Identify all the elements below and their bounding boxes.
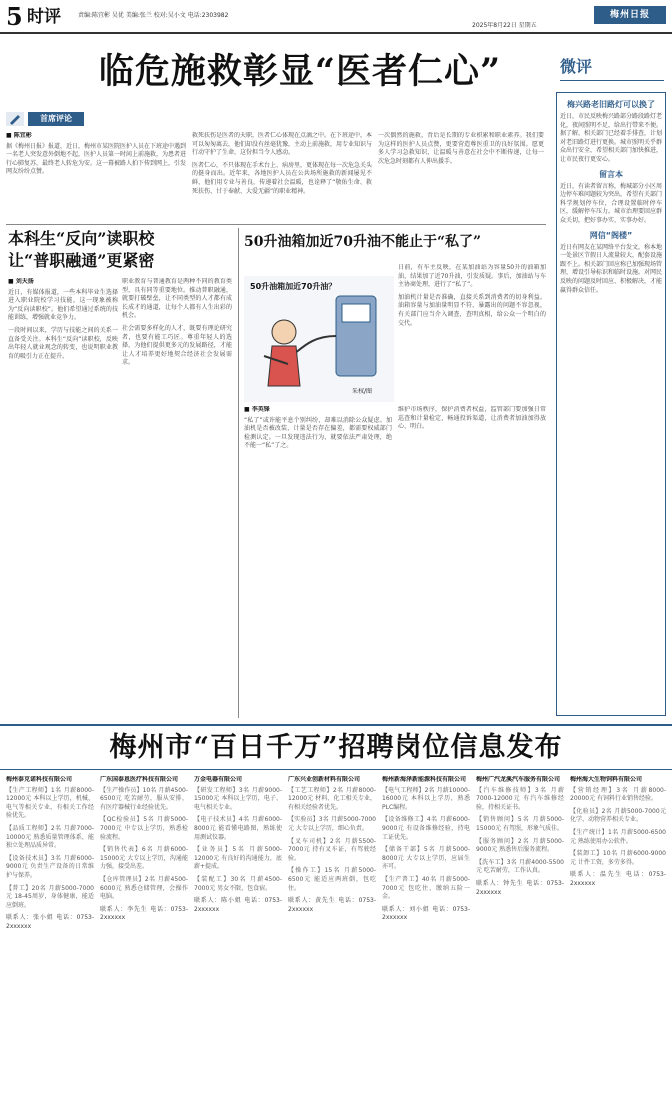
lead-article-col3 [378,132,544,220]
company-name: 万金电器有限公司 [194,776,243,783]
article2-col2 [122,278,232,718]
company-contact: 联系人：刘小姐 电话：0753-2xxxxxx [382,905,470,922]
recruit-column [382,776,470,1096]
article3-right-top [398,264,546,400]
lead-paragraph: 救死扶伤是医者的天职，医者仁心体现在点滴之中。在下班途中，本可以匆匆离去，他们却没有丝毫犹豫，主动上前施救，用专业知识与行动守护了生命，这份担当令人感动。 [192,132,372,157]
article3-byline: 李英锋 [251,406,270,413]
recruit-column [476,776,564,1096]
company-name: 梅州海大生物饲料有限公司 [570,776,643,783]
position-item: 【销售代表】6名 月薪6000-15000元 大专以上学历，沟通能力强，接受出差。 [100,846,188,871]
section-title: 时评 [27,7,61,27]
position-item: 【仓库管理员】2名 月薪4500-6000元 熟悉仓储管理，会操作电脑。 [100,875,188,901]
header-rule [0,32,672,34]
article3-col2 [398,406,546,718]
article2-title [8,228,232,272]
position-item: 【普工】20名 月薪5000-7000元 18-45周岁，身体健康，能适应倒班。 [6,884,94,909]
position-item: 【实验员】3名 月薪5000-7000元 大专以上学历，细心负责。 [288,816,376,832]
company-contact: 联系人：钟先生 电话：0753-2xxxxxx [476,879,564,896]
position-item: 【生产统计】1名 月薪5000-6500元 熟练使用办公软件。 [570,828,666,845]
company-name: 梅州广汽龙溪汽车服务有限公司 [476,776,561,783]
cartoon-illustration [244,276,394,402]
article3-title: 50升油箱加近70升油不能止于“私了” [244,234,482,250]
weiping-label: 微评 [560,57,593,76]
company-contact: 联系人：李先生 电话：0753-2xxxxxx [100,905,188,922]
recruit-column [288,776,376,1096]
company-contact: 联系人：黄先生 电话：0753-2xxxxxx [288,897,376,913]
lead-byline: 陈宜彬 [13,132,32,139]
position-item: 【电气工程师】2名 月薪10000-16000元 本科以上学历，熟悉PLC编程。 [382,786,470,811]
position-item: 【营销经理】3名 月薪8000-20000元 有饲料行业销售经验。 [570,786,666,803]
position-item: 【生产操作员】10名 月薪4500-6500元 吃苦耐劳，服从安排，有医疗器械行业经验优先。 [100,786,188,811]
cartoon-credit: 朱权/图 [352,388,373,395]
position-item: 【洗车工】3名 月薪4000-5500元 吃苦耐劳，工作认真。 [476,858,564,875]
position-item: 【品质工程师】2名 月薪7000-10000元 熟悉质量管理体系，能独立处理品质异常。 [6,824,94,850]
column-rule [238,228,239,718]
weiping-item-title: 梅兴路老旧路灯可以换了 [567,100,655,109]
article2-title-line2: 让“普职融通”更紧密 [8,251,155,270]
article2-paragraph: 社会需要多样化的人才，既要有理论研究者，也要有能工巧匠。尊重年轻人的选择，为他们提供更多元的发展路径，才能让人才培养更好地契合经济社会发展需求。 [122,324,232,367]
position-item: 【工艺工程师】2名 月薪8000-12000元 材料、化工相关专业，有相关经验者优先。 [288,786,376,811]
article2-col1: ■ 刘天扬 近日，有媒体报道，一些本科毕业生选择进入职业院校学习技能，这一现象被称为“反向读职校”。他们希望通过系统的技能训练，增强就业竞争力。 一段时间以来，学历与技能之间的关系一直备受关注。本科生“反向”读职校，反映出年轻人就业观念的转变，也说明职业教育的吸引力正在提升。 [8,278,118,360]
position-item: 【装卸工】10名 月薪6000-9000元 计件工资，多劳多得。 [570,850,666,866]
article3-paragraph: 维护市场秩序，保护消费者权益，监管部门要加强日常巡查和计量检定，畅通投诉渠道，让消费者加油加得放心、明白。 [398,406,546,431]
company-name: 梅州新海泽新能源科技有限公司 [382,776,467,783]
article3-paragraph: “私了”或许能平息个别纠纷，却难以消除公众疑虑。加油机是否被改装、计量是否存在偏差，都需要权威部门检测认定。一旦发现违法行为，就要依法严肃处理，绝不能一“私”了之。 [244,416,392,450]
article2-paragraph: 近日，有媒体报道，一些本科毕业生选择进入职业院校学习技能，这一现象被称为“反向读职校”。他们希望通过系统的技能训练，增强就业竞争力。 [8,288,118,322]
company-contact: 联系人：温先生 电话：0753-2xxxxxx [570,871,666,887]
position-item: 【研发工程师】3名 月薪9000-15000元 本科以上学历，电子、电气相关专业。 [194,786,282,811]
company-name: 广东国泰恩医疗科技有限公司 [100,776,179,783]
recruit-column [6,776,94,1096]
position-item: 【业务员】5名 月薪5000-12000元 有良好的沟通能力，底薪+提成。 [194,846,282,871]
weiping-header [560,56,664,90]
article2-paragraph: 职业教育与普通教育是两种不同的教育类型，具有同等重要地位。推动普职融通，就要打破壁垒，让不同类型的人才都有成长成才的通道，让每个人都有人生出彩的机会。 [122,278,232,320]
weiping-item-title: 留言本 [599,169,623,179]
article2-title-line1: 本科生“反向”读职校 [8,229,155,248]
company-name: 梅州泰克诺科技有限公司 [6,776,73,783]
weiping-item-body: 近日，市民反映梅兴路部分路段路灯老化，夜间照明不足，给出行带来不便。据了解，相关部门已经着手排查，计划对老旧路灯进行更换。城市照明关乎群众出行安全，希望相关部门加快推进，让市民夜行更安心。 [560,113,663,163]
lead-paragraph: 医者仁心，不只体现在手术台上、病房里，更体现在每一次危急关头的挺身而出。近年来，各地医护人员在公共场所施救的新闻屡见不鲜，他们用专业与善良，传递着社会温暖，也诠释了“敬佑生命、救死扶伤、甘于奉献、大爱无疆”的职业精神。 [192,161,372,195]
recruit-column [100,776,188,1096]
column-label: 首席评论 [28,112,84,126]
recruit-column [570,776,666,1096]
article2-byline: 刘天扬 [15,278,34,285]
position-item: 【生产普工】40名 月薪5000-7000元 包吃住，缴纳五险一金。 [382,875,470,901]
position-item: 【QC检验员】5名 月薪5000-7000元 中专以上学历，熟悉检验流程。 [100,816,188,841]
company-contact: 联系人：陈小姐 电话：0753-2xxxxxx [194,897,282,913]
article3-col1: ■ 李英锋 “私了”或许能平息个别纠纷，却难以消除公众疑虑。加油机是否被改装、计量是否存在偏差，都需要权威部门检测认定。一旦发现违法行为，就要依法严肃处理，绝不能一“私”了之。 [244,406,392,450]
article3-paragraph: 加油机计量是否准确，直接关系到消费者的切身利益。油箱容量与加油量明显不符，暴露出的问题不容忽视，有关部门应当介入调查，查明真相，给公众一个明白的交代。 [398,293,546,327]
weiping-item-body: 近日有网友在某网络平台发文，称本地一处景区节假日人流量较大，配套设施跟不上。相关部门回应称已加强现场管理，增设引导标识和临时设施。对网民反映的问题及时回应、积极解决，才能赢得群众信任。 [560,243,663,294]
position-item: 【销售顾问】5名 月薪5000-15000元 有驾照，形象气质佳。 [476,816,564,832]
weiping-sidebar [556,92,666,716]
position-item: 【设备技术员】3名 月薪6000-9000元 负责生产设备的日常维护与保养。 [6,854,94,879]
position-item: 【储备干部】5名 月薪5000-8000元 大专以上学历，应届生亦可。 [382,846,470,871]
pen-icon [6,112,24,126]
position-item: 【生产工程师】1名 月薪8000-12000元 本科以上学历，机械、电气等相关专业，有相关工作经验优先。 [6,786,94,820]
lead-article-col2 [192,132,372,220]
position-item: 【汽车维修技师】3名 月薪7000-12000元 有汽车维修经验，持相关证书。 [476,786,564,811]
recruitment-title: 梅州市“百日千万”招聘岗位信息发布 [109,732,563,763]
position-item: 【化验员】2名 月薪5000-7000元 化学、动物营养相关专业。 [570,807,666,824]
lead-article-col1: ■ 陈宜彬 据《梅州日报》报道，近日，梅州市某医院医护人员在下班途中遇到一名老人突发意外倒地不起，医护人员第一时间上前施救，为患者进行心肺复苏，最终老人转危为安。这一幕被路人拍下传到网上，引发网友纷纷点赞。 [6,132,186,176]
position-item: 【叉车司机】2名 月薪5500-7000元 持有叉车证，有驾驶经验。 [288,837,376,862]
page-number: 5 [6,2,23,31]
position-item: 【装配工】30名 月薪4500-7000元 男女不限，包食宿。 [194,875,282,892]
issue-date: 2025年8月22日 星期五 [472,22,537,29]
company-contact: 联系人：张小姐 电话：0753-2xxxxxx [6,914,94,930]
company-name: 广东兴业创新材料有限公司 [288,776,361,783]
position-item: 【电子技术员】4名 月薪6000-8000元 能看懂电路图，熟练使用测试仪器。 [194,816,282,841]
weiping-item-title: 网信“阁楼” [589,230,633,240]
main-headline: 临危施救彰显“医者仁心” [98,51,502,92]
recruit-column [194,776,282,1096]
article2-paragraph: 一段时间以来，学历与技能之间的关系一直备受关注。本科生“反向”读职校，反映出年轻人就业观念的转变，也说明职业教育的吸引力正在提升。 [8,326,118,360]
lead-paragraph: 一次偶然的施救，背后是长期的专业积累和职业素养。我们要为这样的医护人员点赞，更要营造尊医重卫的良好氛围。愿更多人学习急救知识，让温暖与善意在社会中不断传递，让每一次危急时刻都有人伸出援手。 [378,132,544,165]
staff-line: 责编:陈宜彬 吴优 美编:张兰 校对:吴小文 电话:2303982 [78,12,229,19]
position-item: 【服务顾问】2名 月薪5000-9000元 熟悉售后服务流程。 [476,837,564,854]
newspaper-logo: 梅州日报 [594,6,666,24]
lead-paragraph: 据《梅州日报》报道，近日，梅州市某医院医护人员在下班途中遇到一名老人突发意外倒地不起，医护人员第一时间上前施救，为患者进行心肺复苏，最终老人转危为安。这一幕被路人拍下传到网上，引发网友纷纷点赞。 [6,142,186,176]
article3-paragraph: 日前，有车主反映，在某加油站为容量50升的油箱加油，结果加了近70升油，引发质疑。事后，加油站与车主协商处理，进行了“私了”。 [398,264,546,289]
position-item: 【设备维修工】4名 月薪6000-9000元 有设备维修经验，持电工证优先。 [382,816,470,841]
cartoon-caption: 50升油箱加近70升油？ [250,282,337,291]
weiping-item-body: 近日，有读者留言称，梅城部分小区周边停车难问题较为突出，希望有关部门科学规划停车位，合理设置临时停车区，缓解停车压力。城市治理要回应群众关切，把好事办实、实事办好。 [560,182,663,224]
section-divider [6,224,546,225]
position-item: 【操作工】15名 月薪5000-6500元 能适应两班倒，包吃住。 [288,867,376,892]
